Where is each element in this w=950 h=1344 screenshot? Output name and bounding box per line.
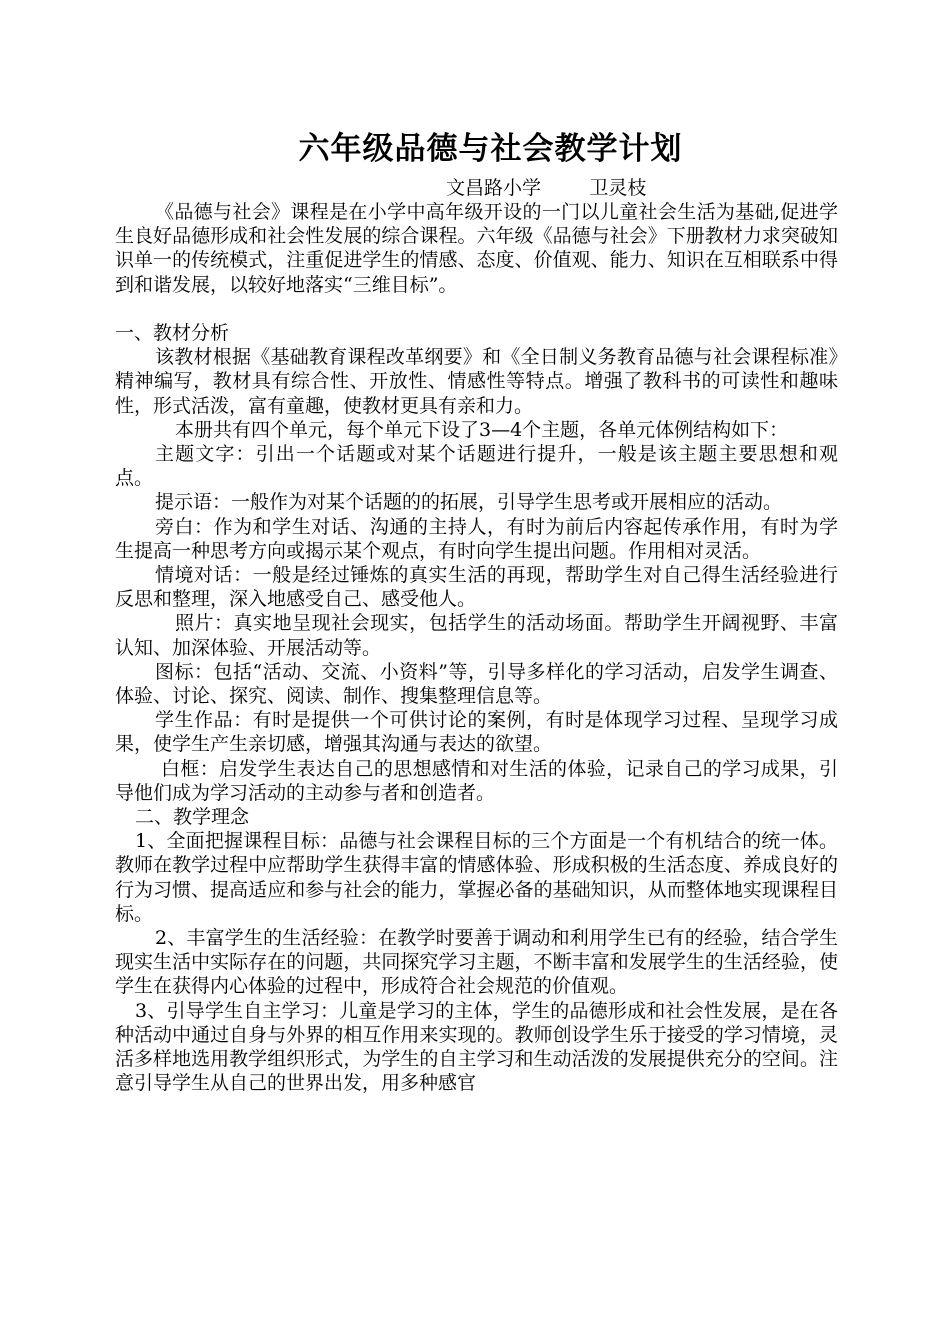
philosophy-paragraph-experience: 2、丰富学生的生活经验：在教学时要善于调动和利用学生已有的经验，结合学生现实生活中实际存在的问题，共同探究学习主题，不断丰富和发展学生的生活经验，使学生在获得内心体验的过程中，形成符合社会规范的价值观。 xyxy=(115,927,838,998)
materials-paragraph-student-work: 学生作品：有时是提供一个可供讨论的案例，有时是体现学习过程、呈现学习成果，使学生产生亲切感，增强其沟通与表达的欲望。 xyxy=(115,709,838,756)
section-heading-philosophy: 二、教学理念 xyxy=(135,806,250,829)
philosophy-paragraph-goals: 1、全面把握课程目标：品德与社会课程目标的三个方面是一个有机结合的统一体。教师在教学过程中应帮助学生获得丰富的情感体验、形成积极的生活态度、养成良好的行为习惯、提高适应和参与社会的能力，掌握必备的基础知识，从而整体地实现课程目标。 xyxy=(115,830,838,925)
materials-paragraph-photos: 照片：真实地呈现社会现实，包括学生的活动场面。帮助学生开阔视野、丰富认知、加深体验、开展活动等。 xyxy=(115,612,838,659)
author-name: 卫灵枝 xyxy=(589,177,647,199)
materials-paragraph-units: 本册共有四个单元，每个单元下设了3—4个主题，各单元体例结构如下： xyxy=(175,418,789,441)
materials-paragraph-theme-text: 主题文字：引出一个话题或对某个话题进行提升，一般是该主题主要思想和观点。 xyxy=(115,443,838,490)
blank-line xyxy=(115,297,838,321)
materials-paragraph-prompts: 提示语：一般作为对某个话题的的拓展，引导学生思考或开展相应的活动。 xyxy=(155,491,783,514)
intro-paragraph: 《品德与社会》课程是在小学中高年级开设的一门以儿童社会生活为基础,促进学生良好品德形成和社会性发展的综合课程。六年级《品德与社会》下册教材力求突破知识单一的传统模式，注重促进学生的情感、态度、价值观、能力、知识在互相联系中得到和谐发展，以较好地落实“三维目标”。 xyxy=(115,201,838,296)
byline xyxy=(115,176,838,200)
document-title: 六年级品德与社会教学计划 xyxy=(298,131,683,167)
materials-paragraph-dialogue: 情境对话：一般是经过锤炼的真实生活的再现，帮助学生对自己得生活经验进行反思和整理，深入地感受自己、感受他人。 xyxy=(115,564,838,611)
materials-paragraph-narration: 旁白：作为和学生对话、沟通的主持人，有时为前后内容起传承作用，有时为学生提高一种思考方向或揭示某个观点，有时向学生提出问题。作用相对灵活。 xyxy=(115,515,838,562)
materials-paragraph-basis: 该教材根据《基础教育课程改革纲要》和《全日制义务教育品德与社会课程标准》精神编写，教材具有综合性、开放性、情感性等特点。增强了教科书的可读性和趣味性，形式活泼，富有童趣，使教材更具有亲和力。 xyxy=(115,346,838,417)
school-name: 文昌路小学 xyxy=(446,177,542,199)
philosophy-paragraph-autonomy: 3、引导学生自主学习：儿童是学习的主体，学生的品德形成和社会性发展，是在各种活动中通过自身与外界的相互作用来实现的。教师创设学生乐于接受的学习情境，灵活多样地选用教学组织形式，为学生的自主学习和生动活泼的发展提供充分的空间。注意引导学生从自己的世界出发，用多种感官 xyxy=(115,999,838,1095)
materials-paragraph-icons: 图标：包括“活动、交流、小资料”等，引导多样化的学习活动，启发学生调查、体验、讨论、探究、阅读、制作、搜集整理信息等。 xyxy=(115,660,838,708)
section-heading-materials: 一、教材分析 xyxy=(115,322,230,344)
document-page xyxy=(115,122,838,1096)
materials-paragraph-white-box: 白框：启发学生表达自己的思想感情和对生活的体验，记录自己的学习成果，引导他们成为学习活动的主动参与者和创造者。 xyxy=(115,757,838,804)
